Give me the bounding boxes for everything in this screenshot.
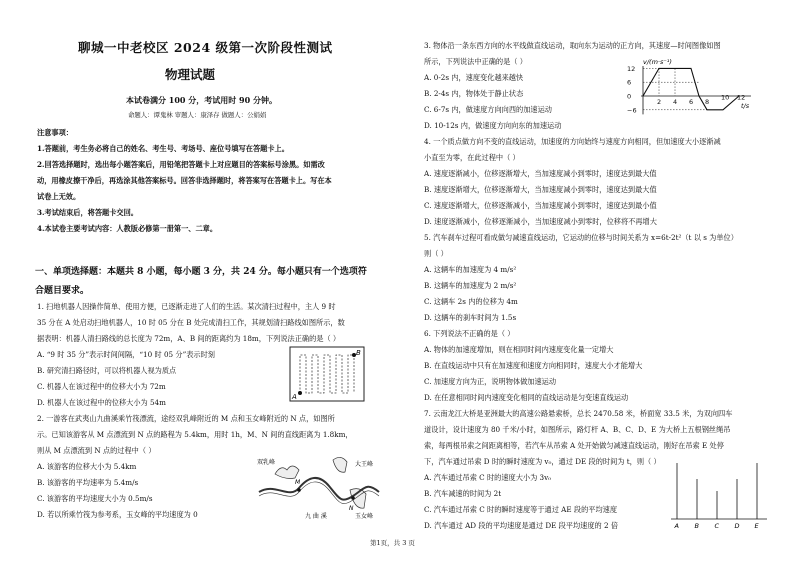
label-m: M	[295, 479, 301, 486]
label-jiuqu: 九 曲 溪	[305, 513, 327, 520]
question-3-option-b: B. 2-4s 内，物体处于静止状态	[424, 89, 524, 98]
score-time: 本试卷满分 100 分，考试用时 90 分钟。	[126, 95, 277, 105]
question-3-option-d: D. 10-12s 内，做速度方向向东的加速运动	[424, 121, 562, 130]
question-3-text: 所示，下列说法中正确的是（ ）	[424, 57, 527, 66]
question-2-text: 则从 M 点漂流到 N 点的过程中（ ）	[37, 446, 156, 455]
y-tick-label: −6	[627, 106, 637, 115]
label-a: A	[292, 393, 297, 401]
section-heading-line: 一、单项选择题：本题共 8 小题，每小题 3 分，共 24 分。每小题只有一个选项符	[35, 267, 367, 277]
question-3-text: 3. 物体沿一条东西方向的水平线做直线运动，取向东为运动的正方向，其速度—时间图像如图	[424, 41, 721, 50]
question-4-text: 小直至为零，在此过程中（ ）	[424, 153, 520, 162]
x-tick-label: 4	[673, 98, 678, 106]
question-2-option-a: A. 该游客的位移大小为 5.4km	[37, 462, 137, 471]
question-1-option-d: D. 机器人在该过程中的位移大小为 54m	[37, 398, 166, 407]
note-line: 3.考试结束后，将答题卡交回。	[37, 208, 138, 217]
label-n: N	[349, 505, 354, 512]
section-heading	[35, 265, 367, 298]
label-yunv: 玉女峰	[355, 513, 374, 520]
note-line: 动，用橡皮擦干净后，再选涂其他答案标号。回答非选择题时，将答案写在答题卡上。写在本	[37, 176, 332, 185]
question-7-option-b: B. 汽车减速的时间为 2t	[424, 489, 502, 498]
question-6-text: 6. 下列说法不正确的是（ ）	[424, 329, 515, 338]
question-7-option-c: C. 汽车通过吊索 C 时的瞬时速度等于通过 AE 段的平均速度	[424, 505, 618, 514]
label-b: B	[356, 349, 361, 357]
question-7-option-d: D. 汽车通过 AD 段的平均速度是通过 DE 段平均速度的 2 倍	[424, 521, 619, 530]
question-6-option-c: C. 加速度方向为正，说明物体做加速运动	[424, 377, 557, 386]
river-map-figure	[255, 452, 385, 524]
x-tick-label: 6	[689, 98, 694, 106]
question-1-option-c: C. 机器人在该过程中的位移大小为 72m	[37, 382, 166, 391]
y-tick-label: 6	[627, 78, 632, 87]
suspender-label: E	[754, 522, 759, 530]
question-4-option-c: C. 速度逐渐增大，位移逐渐减小，当加速度减小到零时，速度达到最小值	[424, 201, 657, 210]
y-tick-label: 12	[627, 64, 636, 73]
note-line: 4.本试卷主要考试内容：人教版必修第一册第一、二章。	[37, 224, 218, 233]
question-5-option-d: D. 这辆车的刹车时间为 1.5s	[424, 313, 517, 322]
question-6-option-b: B. 在直线运动中只有在加速度和速度方向相同时，速度大小才能增大	[424, 361, 643, 370]
x-axis-label: t/s	[741, 102, 750, 110]
bridge-suspender-figure	[669, 455, 769, 535]
question-4-option-b: B. 速度逐渐增大，位移逐渐增大，当加速度减小到零时，速度达到最大值	[424, 185, 657, 194]
question-3-option-c: C. 6-7s 内，做速度方向向西的加速运动	[424, 105, 552, 114]
question-6-option-a: A. 物体的加速度增加，则在相同时间内速度变化量一定增大	[424, 345, 614, 354]
y-axis-label: v/(m·s⁻¹)	[643, 58, 672, 66]
authors-line: 命题人：谭鬼林 审题人：康泽存 做题人：公娟娟	[128, 111, 267, 119]
suspender-label: A	[674, 522, 679, 530]
robot-path-figure	[288, 345, 368, 405]
question-4-option-d: D. 速度逐渐减小，位移逐渐减小，当加速度减小到零时，位移将不再增大	[424, 217, 657, 226]
question-7-option-a: A. 汽车通过吊索 C 时的速度大小为 3v₀	[424, 473, 552, 482]
note-line: 试卷上无效。	[37, 192, 81, 201]
note-line: 2.回答选择题时，选出每小题答案后，用铅笔把答题卡上对应题目的答案标号涂黑。如需改	[37, 160, 325, 169]
x-tick-label: 10	[721, 93, 730, 102]
x-tick-label: 2	[657, 98, 662, 106]
question-1-text: 1. 扫地机器人因操作简单、使用方便，已逐渐走进了人们的生活。某次清扫过程中，主人 9 时	[37, 302, 336, 311]
question-4-text: 4. 一个质点做方向不变的直线运动，加速度的方向始终与速度方向相同，但加速度大小逐渐减	[424, 137, 721, 146]
question-1-text: 据表明：机器人清扫路线的总长度为 72m，A、B 间的距离约为 18m，下列说法正确的是（ ）	[37, 334, 341, 343]
question-5-text: 则（ ）	[424, 249, 448, 258]
question-5-option-c: C. 这辆车 2s 内的位移为 4m	[424, 297, 518, 306]
question-2-option-d: D. 若以所乘竹筏为参考系，玉女峰的平均速度为 0	[37, 510, 198, 519]
y-tick-label: 0	[627, 92, 632, 101]
question-1-option-b: B. 研究清扫路径时，可以将机器人视为质点	[37, 366, 177, 375]
label-shuangru: 双乳峰	[257, 459, 276, 466]
question-1-text: 35 分在 A 处启动扫地机器人，10 时 05 分在 B 处完成清扫工作，其规划清扫路线如图所示，数	[37, 318, 345, 327]
note-line: 1.答题前，考生务必将自己的姓名、考生号、考场号、座位号填写在答题卡上。	[37, 144, 289, 153]
question-7-text: 7. 云南龙江大桥是亚洲最大的高速公路悬索桥，总长 2470.58 米，桥面宽 33.5 米，为双向四车	[424, 409, 733, 418]
question-7-text: 道设计，设计速度为 80 千米/小时，如图所示，路灯杆 A、B、C、D、E 为大桥上五根钢丝绳吊	[424, 425, 731, 434]
question-4-option-a: A. 速度逐渐减小，位移逐渐增大，当加速度减小到零时，速度达到最大值	[424, 169, 657, 178]
page-footer: 第1页，共 3 页	[370, 539, 415, 547]
question-2-text: 2. 一游客在武夷山九曲溪乘竹筏漂流，途经双乳峰附近的 M 点和玉女峰附近的 N 点，如图所	[37, 414, 335, 423]
suspender-label: C	[714, 522, 720, 530]
question-5-option-b: B. 这辆车的加速度为 2 m/s²	[424, 281, 517, 290]
notes-heading: 注意事项：	[37, 128, 73, 137]
question-1-option-a: A. “9 时 35 分”表示时间间隔，“10 时 05 分”表示时刻	[37, 350, 215, 359]
question-5-option-a: A. 这辆车的加速度为 4 m/s²	[424, 265, 517, 274]
question-7-text: 下，汽车通过吊索 D 时的瞬时速度为 v₀，通过 DE 段的时间为 t，则（ ）	[424, 457, 661, 466]
exam-title: 聊城一中老校区 2024 级第一次阶段性测试	[78, 40, 333, 55]
question-7-text: 索，每两根吊索之间距离相等，若汽车从吊索 A 处开始做匀减速直线运动，刚好在吊索 E 处停	[424, 441, 724, 450]
question-5-text: 5. 汽车刹车过程可看成做匀减速直线运动，它运动的位移与时间关系为 x=6t-2t²（t 以 s 为单位）	[424, 233, 738, 242]
subject-title: 物理试题	[165, 67, 216, 82]
suspender-label: B	[694, 522, 699, 530]
label-dawang: 大王峰	[355, 461, 374, 468]
suspender-label: D	[734, 522, 740, 530]
question-2-option-c: C. 该游客的平均速度大小为 0.5m/s	[37, 494, 153, 503]
x-tick-label: 8	[705, 98, 710, 106]
question-6-option-d: D. 在任意相同时间内速度变化相同的直线运动是匀变速直线运动	[424, 393, 629, 402]
question-2-option-b: B. 该游客的平均速率为 5.4m/s	[37, 478, 139, 487]
x-tick-label: 12	[737, 93, 746, 102]
question-2-text: 示。已知该游客从 M 点漂流到 N 点的路程为 5.4km，用时 1h，M、N 间的直线距离为 1.8km，	[37, 430, 353, 439]
section-heading-line: 合题目要求。	[35, 286, 90, 296]
question-3-option-a: A. 0-2s 内，速度变化越来越快	[424, 73, 524, 82]
velocity-time-graph	[625, 56, 760, 124]
